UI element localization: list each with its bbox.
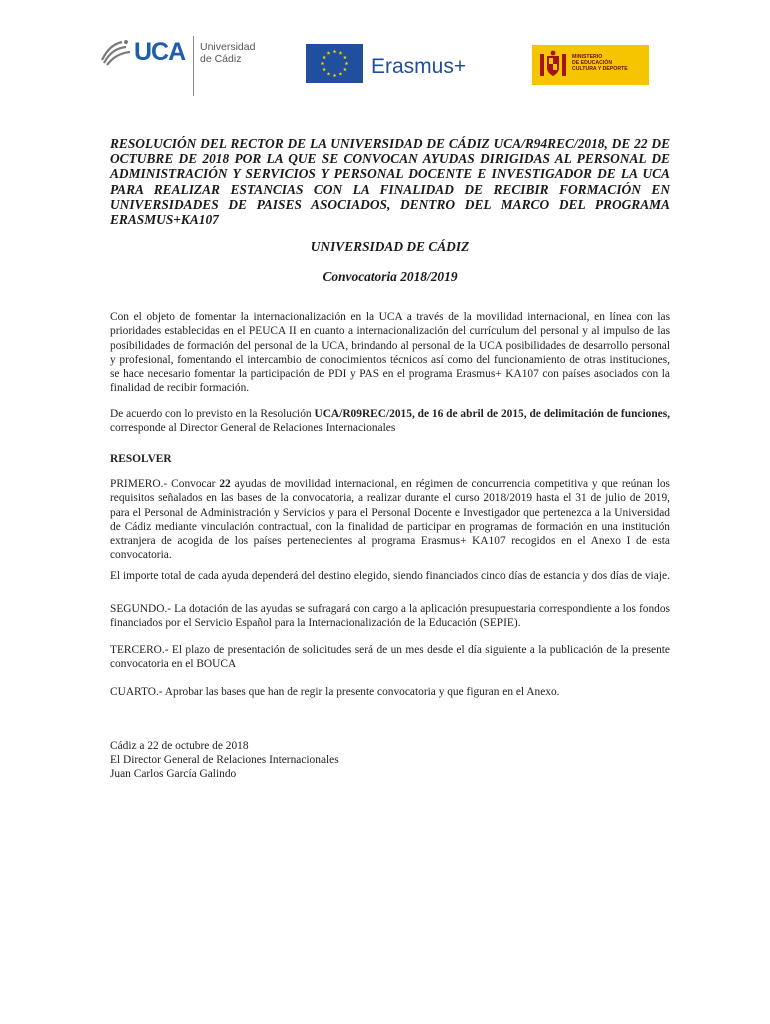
ministry-logo: [532, 45, 649, 85]
resolver-heading: RESOLVER: [110, 453, 172, 465]
uca-logo: [100, 36, 260, 96]
coat-of-arms-icon: [538, 50, 568, 80]
signature-role: El Director General de Relaciones Internacionales: [110, 754, 339, 766]
signature-place-date: Cádiz a 22 de octubre de 2018: [110, 740, 249, 752]
agreement-paragraph: De acuerdo con lo previsto en la Resolución UCA/R09REC/2015, de 16 de abril de 2015, de delimitación de funciones, corresponde al Director General de Relaciones Internacionales: [110, 408, 670, 435]
primero-paragraph: PRIMERO.- Convocar 22 ayudas de movilidad internacional, en régimen de concurrencia competitiva y que reúnan los requisitos señalados en las bases de la convocatoria, a realizar durante el curso 2018/2019 hasta el 31 de julio de 2019, para el Personal de Administración y Servicios y para el Personal Docente e Investigador que pertenezca a la Universidad de Cádiz mediante vinculación contractual, con la finalidad de participar en programas de formación en una institución extranjera de acogida de los países pertenecientes al programa Erasmus+ KA107 recogidos en el Anexo I de esta convocatoria.: [110, 478, 670, 562]
uca-wordmark: UCA: [134, 38, 186, 66]
erasmus-logo: [306, 44, 491, 84]
intro-paragraph: Con el objeto de fomentar la internacionalización en la UCA a través de la movilidad internacional, en línea con las prioridades establecidas en el PEUCA II en cuanto a internacionalización del currículum del personal y al impulso de las posibilidades de formación del personal de la UCA, brindando al personal de la UCA posibilidades de desarrollo personal y profesional, fomentando el intercambio de conocimientos técnicos así como del funcionamiento de otras instituciones, se hace necesario fomentar la participación de PDI y PAS en el programa Erasmus+ KA107 con países asociados con la finalidad de recibir formación.: [110, 311, 670, 395]
cuarto-paragraph: CUARTO.- Aprobar las bases que han de regir la presente convocatoria y que figuran en el Anexo.: [110, 686, 560, 698]
university-heading: UNIVERSIDAD DE CÁDIZ: [310, 239, 470, 254]
signature-name: Juan Carlos García Galindo: [110, 768, 237, 780]
ministry-name: MINISTERIO DE EDUCACIÓN CULTURA Y DEPORTE: [572, 54, 628, 72]
segundo-paragraph: SEGUNDO.- La dotación de las ayudas se sufragará con cargo a la aplicación presupuestaria correspondiente a los fondos financiados por el Servicio Español para la Internacionalización de la Educación (SEPIE).: [110, 603, 670, 630]
call-heading: Convocatoria 2018/2019: [322, 269, 458, 284]
resolution-title: RESOLUCIÓN DEL RECTOR DE LA UNIVERSIDAD DE CÁDIZ UCA/R94REC/2018, DE 22 DE OCTUBRE DE 2018 POR LA QUE SE CONVOCAN AYUDAS DIRIGIDAS AL PERSONAL DE ADMINISTRACIÓN Y SERVICIOS Y PERSONAL DOCENTE E INVESTIGADOR DE LA UCA PARA REALIZAR ESTANCIAS CON LA FINALIDAD DE RECIBIR FORMACIÓN EN UNIVERSIDADES DE PAISES ASOCIADOS, DENTRO DEL MARCO DEL PROGRAMA ERASMUS+KA107: [110, 136, 670, 228]
eu-flag-icon: [306, 44, 363, 83]
erasmus-wordmark: Erasmus+: [371, 55, 467, 78]
importe-paragraph: El importe total de cada ayuda dependerá del destino elegido, siendo financiados cinco días de estancia y dos días de viaje.: [110, 570, 670, 582]
uca-emblem-icon: [100, 38, 132, 66]
logo-divider: [193, 36, 194, 96]
tercero-paragraph: TERCERO.- El plazo de presentación de solicitudes será de un mes desde el día siguiente a la publicación de la presente convocatoria en el BOUCA: [110, 644, 670, 671]
university-name-logo: Universidad de Cádiz: [200, 41, 256, 65]
